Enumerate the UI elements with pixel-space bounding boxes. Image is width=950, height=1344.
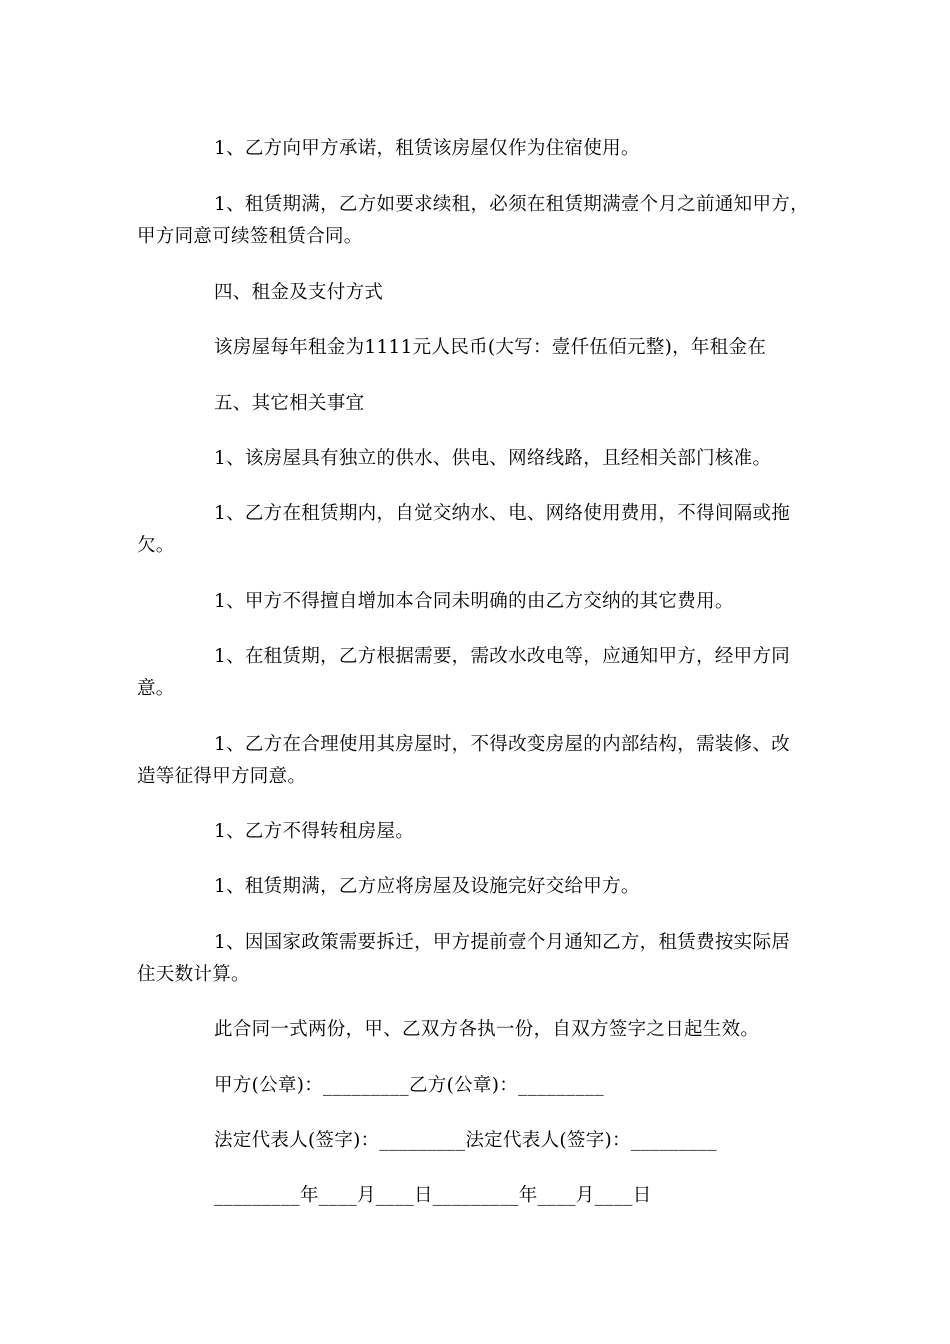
clause-no-sublease: 1、乙方不得转租房屋。 (214, 821, 415, 842)
signature-date-line: _________年____月____日_________年____月____日 (214, 1185, 652, 1206)
clause-fees-line2: 欠。 (137, 535, 175, 556)
clause-renewal-line1: 1、租赁期满，乙方如要求续租，必须在租赁期满壹个月之前通知甲方， (214, 194, 809, 215)
clause-demolition-line1: 1、因国家政策需要拆迁，甲方提前壹个月通知乙方，租赁费按实际居 (214, 932, 791, 953)
signature-seal-line: 甲方(公章)：_________乙方(公章)：_________ (214, 1075, 604, 1096)
section-heading-other: 五、其它相关事宜 (214, 393, 365, 414)
clause-modification-line1: 1、在租赁期，乙方根据需要，需改水改电等，应通知甲方，经甲方同 (214, 646, 791, 667)
clause-fees-line1: 1、乙方在租赁期内，自觉交纳水、电、网络使用费用，不得间隔或拖 (214, 503, 791, 524)
clause-return-property: 1、租赁期满，乙方应将房屋及设施完好交给甲方。 (214, 876, 640, 897)
clause-copies: 此合同一式两份，甲、乙双方各执一份，自双方签字之日起生效。 (214, 1019, 760, 1040)
clause-no-extra-fees: 1、甲方不得擅自增加本合同未明确的由乙方交纳的其它费用。 (214, 591, 734, 612)
clause-structure-line1: 1、乙方在合理使用其房屋时，不得改变房屋的内部结构，需装修、改 (214, 734, 791, 755)
clause-demolition-line2: 住天数计算。 (137, 964, 250, 985)
clause-structure-line2: 造等征得甲方同意。 (137, 766, 307, 787)
clause-annual-rent: 该房屋每年租金为1111元人民币(大写：壹仟伍佰元整)，年租金在 (214, 337, 767, 358)
clause-modification-line2: 意。 (137, 678, 175, 699)
clause-residential-use: 1、乙方向甲方承诺，租赁该房屋仅作为住宿使用。 (214, 138, 640, 159)
signature-representative-line: 法定代表人(签字)：_________法定代表人(签字)：_________ (214, 1130, 717, 1151)
section-heading-rent: 四、租金及支付方式 (214, 282, 384, 303)
clause-renewal-line2: 甲方同意可续签租赁合同。 (137, 226, 363, 247)
clause-utilities: 1、该房屋具有独立的供水、供电、网络线路，且经相关部门核准。 (214, 448, 772, 469)
